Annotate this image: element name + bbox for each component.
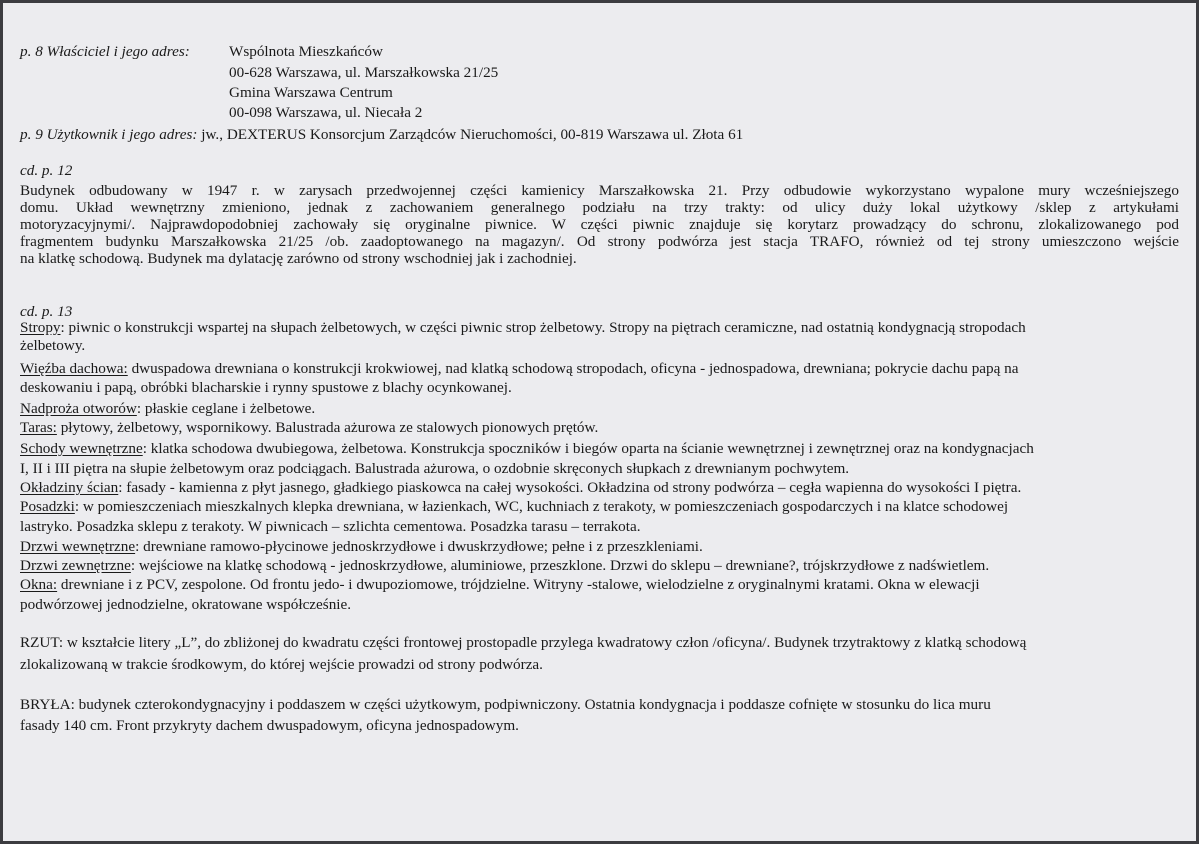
drzwi-zew-label: Drzwi zewnętrzne (20, 557, 131, 574)
bryla-line-2: fasady 140 cm. Front przykryty dachem dwuspadowym, oficyna jednospadowym. (20, 717, 519, 734)
okna-text: drewniane i z PCV, zespolone. Od frontu jedo- i dwupoziomowe, trójdzielne. Witryny -stalowe, wielodzielne z oryginalnymi kratami. Okna w elewacji (57, 576, 980, 593)
posadzki-text: : w pomieszczeniach mieszkalnych klepka drewniana, w łazienkach, WC, kuchniach z terakoty, w pomieszczeniach gospodarczych i na klatce schodowej (74, 498, 1009, 515)
wiezba-row (20, 360, 1019, 378)
taras-text: płytowy, żelbetowy, wspornikowy. Balustrada ażurowa ze stalowych pionowych prętów. (56, 419, 599, 436)
rzut-line-1: RZUT: w kształcie litery „L”, do zbliżonej do kwadratu części frontowej prostopadle przylega kwadratowy człon /oficyna/. Budynek trzytraktowy z klatką schodową (20, 634, 1027, 651)
owner-line-2: 00-628 Warszawa, ul. Marszałkowska 21/25 (229, 64, 499, 81)
section12-heading: cd. p. 12 (20, 162, 73, 179)
schody-text: : klatka schodowa dwubiegowa, żelbetowa. Konstrukcja spoczników i biegów oparta na ścianie wewnętrznej i zewnętrznej oraz na kondygnacjach (142, 440, 1034, 457)
taras-row (20, 419, 598, 437)
user-value: jw., DEXTERUS Konsorcjum Zarządców Nieruchomości, 00-819 Warszawa ul. Złota 61 (201, 126, 744, 143)
wiezba-text: dwuspadowa drewniana o konstrukcji krokwiowej, nad klatką schodową stropodach, oficyna - jednospadowa, drewniana; pokrycie dachu papą na (127, 360, 1019, 377)
wiezba-row-cont: deskowaniu i papą, obróbki blacharskie i rynny spustowe z blachy ocynkowanej. (20, 379, 512, 396)
stropy-row-cont: żelbetowy. (20, 337, 86, 354)
posadzki-row (20, 498, 1008, 516)
posadzki-row-cont: lastryko. Posadzka sklepu z terakoty. W piwnicach – szlichta cementowa. Posadzka tarasu – terrakota. (20, 518, 641, 535)
rzut-line-2: zlokalizowaną w trakcie środkowym, do której wejście prowadzi od strony podwórza. (20, 656, 543, 673)
taras-label: Taras: (20, 419, 57, 436)
section13-heading: cd. p. 13 (20, 303, 73, 320)
section12-line-1: Budynek odbudowany w 1947 r. w zarysach przedwojennej części kamienicy Marszałkowska 21. Przy odbudowie wykorzystano wypalone mury wcześniejszego (20, 182, 1179, 199)
okna-label: Okna: (20, 576, 58, 593)
okna-row-cont: podwórzowej jednodzielne, okratowane współcześnie. (20, 596, 352, 613)
nadproza-row (20, 400, 315, 418)
user-label: p. 9 Użytkownik i jego adres: (20, 126, 198, 143)
drzwi-zew-row (20, 557, 989, 575)
drzwi-wew-label: Drzwi wewnętrzne (20, 538, 136, 555)
okna-row (20, 576, 980, 594)
schody-label: Schody wewnętrzne (20, 440, 143, 457)
section12-line-5: na klatkę schodową. Budynek ma dylatację zarówno od strony wschodniej jak i zachodniej. (20, 250, 577, 267)
schody-row-cont: I, II i III piętra na słupie żelbetowym oraz podciągach. Balustrada ażurowa, o ozdobnie skręconych słupkach z drewnianym pochwytem. (20, 460, 850, 477)
owner-line-4: 00-098 Warszawa, ul. Niecała 2 (229, 104, 423, 121)
drzwi-zew-text: : wejściowe na klatkę schodową - jednoskrzydłowe, aluminiowe, przeszklone. Drzwi do sklepu – drewniane?, trójskrzydłowe z nadświetlem. (130, 557, 990, 574)
section12-line-4: fragmentem budynku Marszałkowska 21/25 /ob. zaadoptowanego na magazyn/. Od strony podwórza jest stacja TRAFO, również od tej strony umieszczono wejście (20, 233, 1179, 250)
nadproza-text: : płaskie ceglane i żelbetowe. (136, 400, 316, 417)
schody-row (20, 440, 1034, 458)
nadproza-label: Nadproża otworów (20, 400, 137, 417)
okladziny-label: Okładziny ścian (20, 479, 119, 496)
owner-label: p. 8 Właściciel i jego adres: (20, 43, 190, 60)
user-row (20, 126, 743, 144)
section12-line-3: motoryzacyjnymi/. Najprawdopodobniej zachowały się oryginalne piwnice. W części piwnic znajduje się korytarz prowadzący do schronu, zlokalizowanego pod (20, 216, 1179, 233)
stropy-text: : piwnic o konstrukcji wspartej na słupach żelbetowych, w części piwnic strop żelbetowy. Stropy na piętrach ceramiczne, nad ostatnią kondygnacją stropodach (60, 319, 1026, 336)
drzwi-wew-text: : drewniane ramowo-płycinowe jednoskrzydłowe i dwuskrzydłowe; pełne i z przeszkleniami. (135, 538, 703, 555)
okladziny-row (20, 479, 1021, 497)
owner-line-1: Wspólnota Mieszkańców (229, 43, 383, 60)
stropy-row (20, 319, 1026, 337)
wiezba-label: Więźba dachowa: (20, 360, 128, 377)
okladziny-text: : fasady - kamienna z płyt jasnego, gładkiego piaskowca na całej wysokości. Okładzina od strony podwórza – cegła wapienna do wysokości I piętra. (118, 479, 1022, 496)
stropy-label: Stropy (20, 319, 61, 336)
owner-line-3: Gmina Warszawa Centrum (229, 84, 393, 101)
drzwi-wew-row (20, 538, 703, 556)
section12-line-2: domu. Układ wewnętrzny zmieniono, jednak z zachowaniem generalnego podziału na trzy trakty: od ulicy duży lokal użytkowy /sklep z artykułami (20, 199, 1179, 216)
bryla-line-1: BRYŁA: budynek czterokondygnacyjny i poddaszem w części użytkowym, podpiwniczony. Ostatnia kondygnacja i poddasze cofnięte w stosunku do lica muru (20, 696, 991, 713)
posadzki-label: Posadzki (20, 498, 75, 515)
